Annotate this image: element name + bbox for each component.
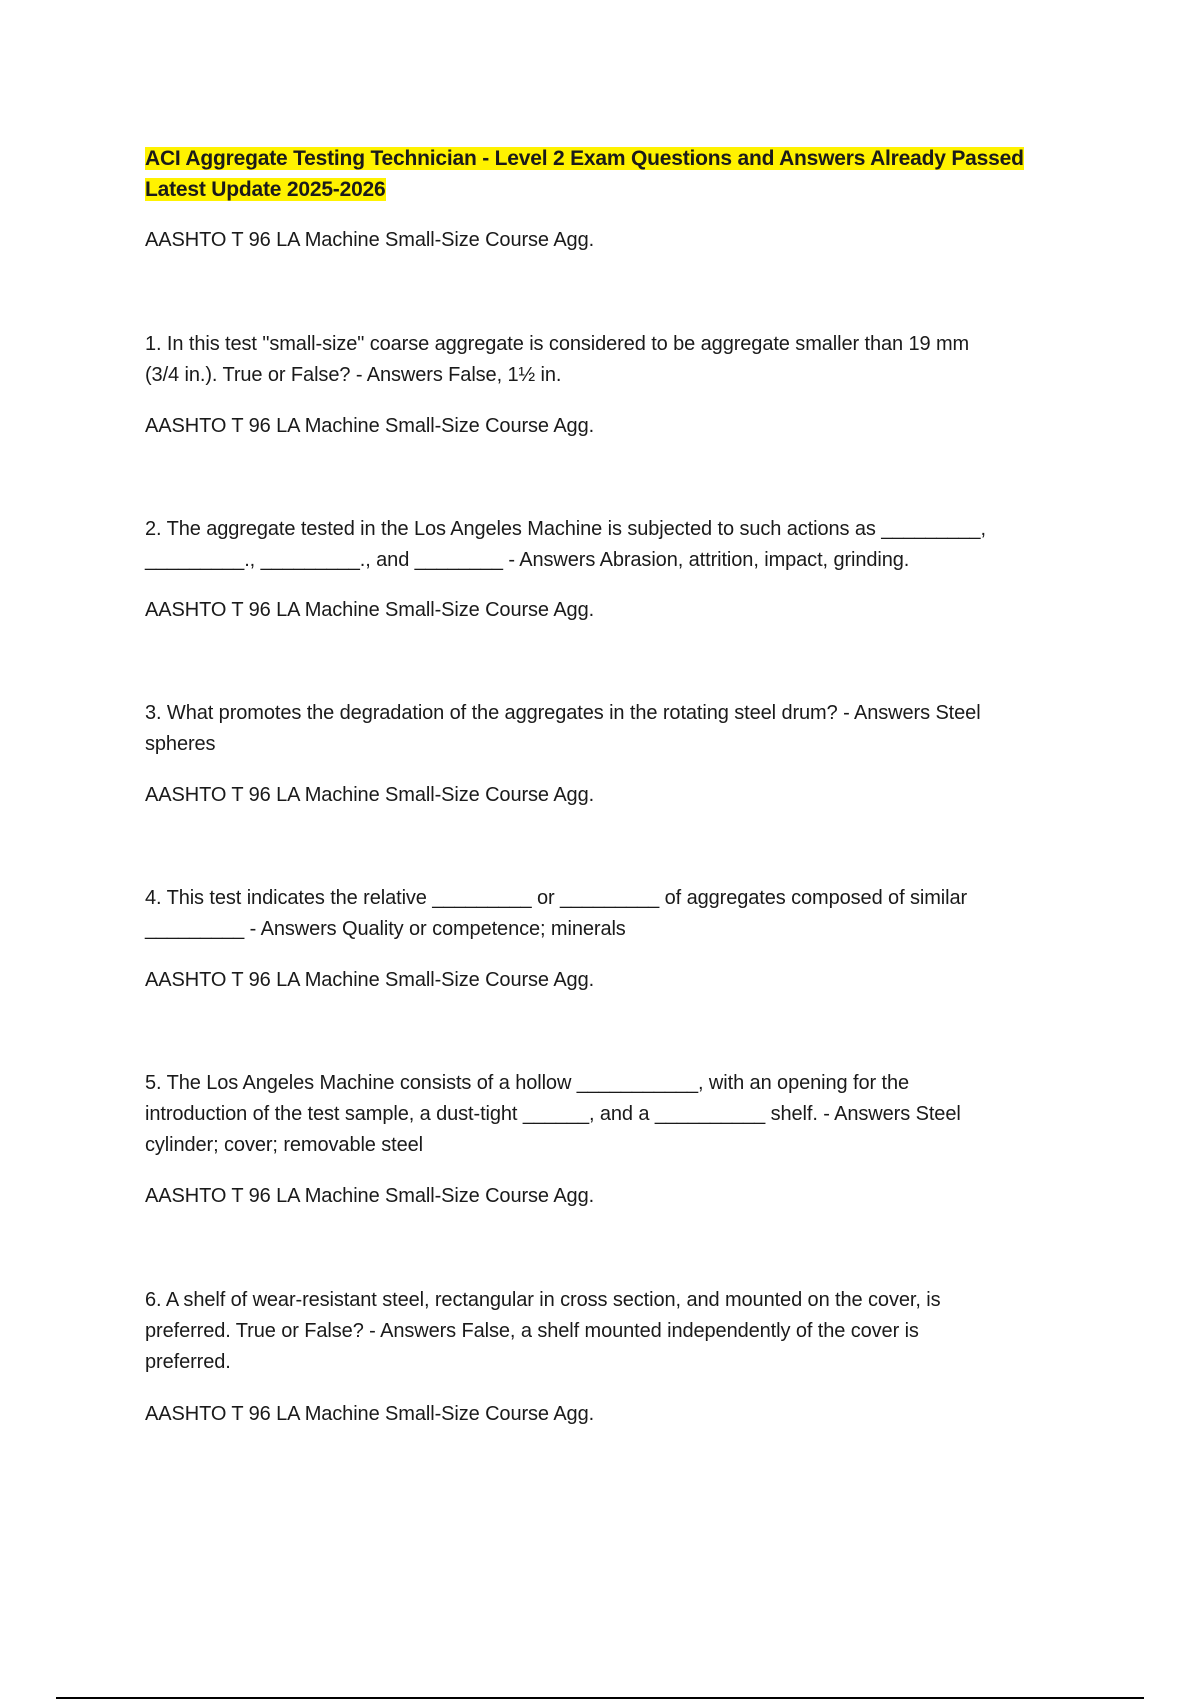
section-label: AASHTO T 96 LA Machine Small-Size Course Agg. [145, 229, 595, 251]
question-6-line-3: preferred. [145, 1351, 231, 1373]
title-line-2: Latest Update 2025-2026 [145, 178, 386, 201]
question-1-line-2: (3/4 in.). True or False? - Answers False, 1½ in. [145, 364, 562, 386]
section-label: AASHTO T 96 LA Machine Small-Size Course Agg. [145, 969, 595, 991]
question-5-line-1: 5. The Los Angeles Machine consists of a hollow ___________, with an opening for the [145, 1072, 909, 1094]
section-label: AASHTO T 96 LA Machine Small-Size Course Agg. [145, 415, 595, 437]
question-2-line-2: _________., _________., and ________ - Answers Abrasion, attrition, impact, grinding. [145, 549, 910, 571]
question-3-line-2: spheres [145, 733, 216, 755]
question-2 [145, 514, 1085, 576]
section-label: AASHTO T 96 LA Machine Small-Size Course Agg. [145, 784, 595, 806]
section-label: AASHTO T 96 LA Machine Small-Size Course Agg. [145, 1185, 595, 1207]
question-3 [145, 698, 1085, 760]
section-label: AASHTO T 96 LA Machine Small-Size Course Agg. [145, 599, 595, 621]
question-5-line-3: cylinder; cover; removable steel [145, 1134, 424, 1156]
question-5-line-2: introduction of the test sample, a dust-tight ______, and a __________ shelf. - Answers Steel [145, 1103, 961, 1125]
question-4-line-2: _________ - Answers Quality or competence; minerals [145, 918, 626, 940]
question-5 [145, 1068, 1085, 1161]
question-2-line-1: 2. The aggregate tested in the Los Angeles Machine is subjected to such actions as _________, [145, 518, 986, 540]
question-6-line-1: 6. A shelf of wear-resistant steel, rectangular in cross section, and mounted on the cover, is [145, 1289, 941, 1311]
question-4-line-1: 4. This test indicates the relative _________ or _________ of aggregates composed of similar [145, 887, 968, 909]
question-3-line-1: 3. What promotes the degradation of the aggregates in the rotating steel drum? - Answers Steel [145, 702, 981, 724]
question-1-line-1: 1. In this test "small-size" coarse aggregate is considered to be aggregate smaller than 19 mm [145, 333, 970, 355]
question-6 [145, 1285, 1085, 1378]
question-6-line-2: preferred. True or False? - Answers False, a shelf mounted independently of the cover is [145, 1320, 919, 1342]
page-bottom-rule [56, 1697, 1144, 1699]
section-label: AASHTO T 96 LA Machine Small-Size Course Agg. [145, 1403, 595, 1425]
document-title [145, 143, 1085, 205]
question-1 [145, 329, 1085, 391]
title-line-1: ACI Aggregate Testing Technician - Level 2 Exam Questions and Answers Already Passed [145, 147, 1024, 170]
question-4 [145, 883, 1085, 945]
